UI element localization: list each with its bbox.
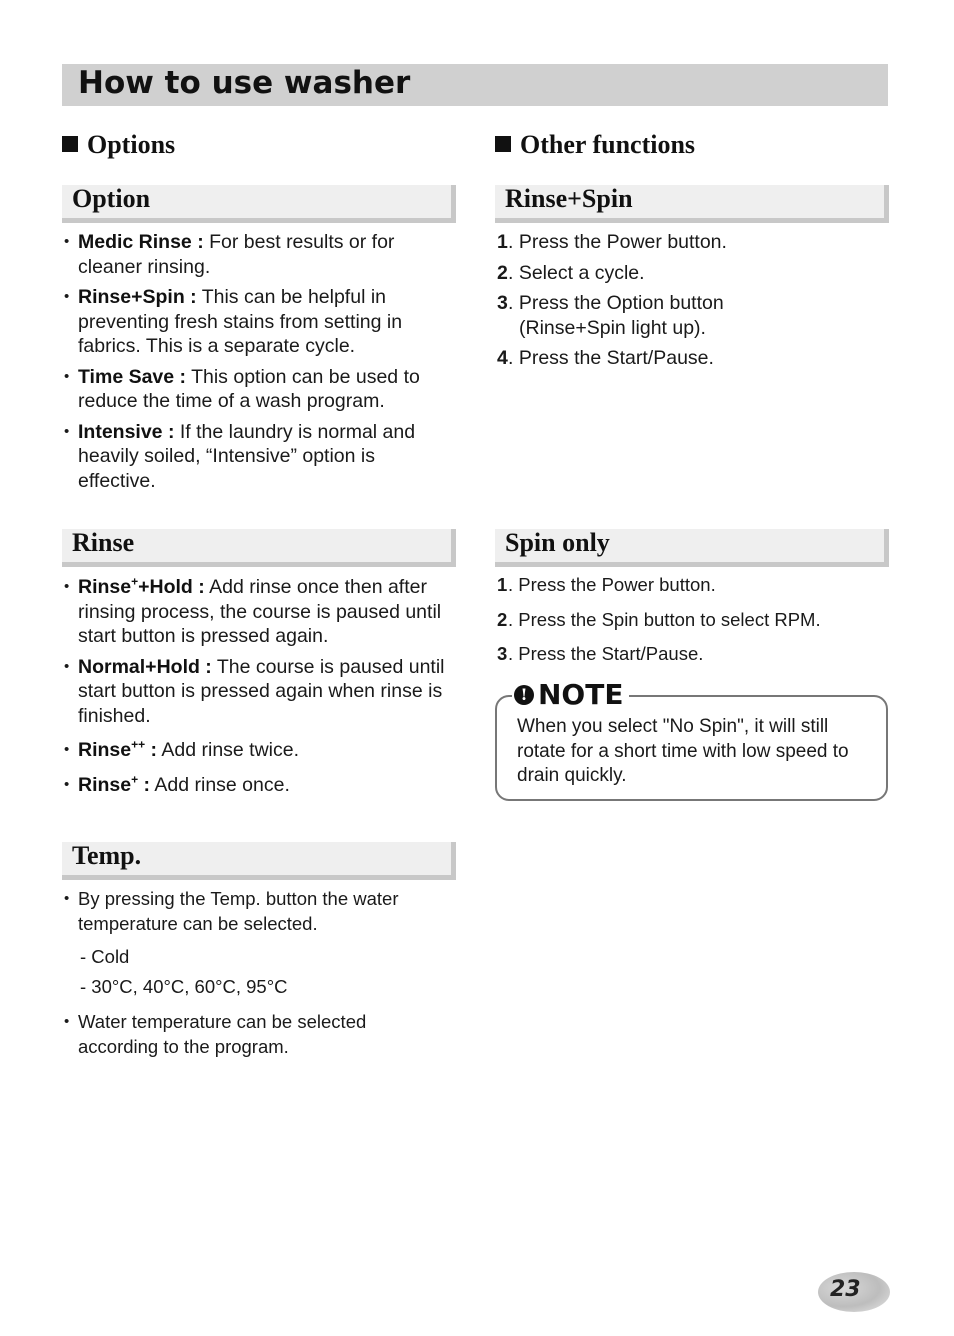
rinse-list-block <box>64 575 459 803</box>
spin-only-steps <box>497 573 882 667</box>
item-text: Add rinse once. <box>150 773 290 796</box>
list-item <box>64 1010 449 1059</box>
temp-list <box>64 887 449 936</box>
step-item: 3 . Press the Start/Pause. <box>497 643 704 664</box>
item-text: This can be helpful in preventing fresh stains from setting in fabrics. This is a separate cycle. <box>78 286 403 357</box>
list-item <box>64 887 449 936</box>
item-text: For best results or for cleaner rinsing. <box>78 231 395 278</box>
temp-intro: By pressing the Temp. button the water temperature can be selected. <box>78 888 399 934</box>
item-term: Rinse+ : <box>78 772 151 796</box>
note-label <box>512 678 629 712</box>
temp-outro: Water temperature can be selected according to the program. <box>78 1011 367 1057</box>
temp-subheading: Temp. <box>62 842 456 880</box>
item-term: Rinse++ : <box>78 737 158 761</box>
list-item <box>64 420 449 494</box>
item-term: Rinse+Spin : <box>78 286 197 308</box>
temp-block <box>64 887 449 1065</box>
step-item: 3 . Press the Option button (Rinse+Spin light up). <box>497 292 724 339</box>
options-heading-text: Options <box>87 130 176 159</box>
item-term: Medic Rinse : <box>78 231 204 253</box>
exclamation-icon: ! <box>514 685 534 705</box>
list-item <box>64 738 459 763</box>
item-text: Add rinse twice. <box>157 739 300 761</box>
item-term: Intensive : <box>78 420 175 443</box>
list-item <box>64 655 459 729</box>
item-text: The course is paused until start button is pressed again when rinse is finished. <box>78 655 445 727</box>
option-list <box>64 230 449 493</box>
item-text: If the laundry is normal and heavily soiled, “Intensive” option is effective. <box>78 420 416 492</box>
page-number: 23 <box>830 1277 861 1302</box>
spin-only-steps-block <box>497 573 882 667</box>
list-item <box>64 230 449 279</box>
step-item: 2 . Select a cycle. <box>497 261 645 284</box>
item-text: Add rinse once then after rinsing process, the course is paused until start button is pressed again. <box>78 576 442 647</box>
item-term: Time Save : <box>78 365 187 388</box>
page-number-badge <box>818 1272 890 1316</box>
step-item: 4 . Press the Start/Pause. <box>497 347 714 369</box>
page-title: How to use washer <box>62 64 888 106</box>
step-item: 1 . Press the Power button. <box>497 231 727 253</box>
temp-options <box>64 942 449 1002</box>
rinse-spin-steps <box>497 230 882 371</box>
other-functions-heading-text: Other functions <box>520 130 696 159</box>
rinse-list <box>64 575 459 797</box>
temp-option: - Cold <box>80 946 130 967</box>
rinse-subheading: Rinse <box>62 529 456 567</box>
item-text: This option can be used to reduce the time of a wash program. <box>78 365 420 412</box>
option-subheading: Option <box>62 185 456 223</box>
square-bullet-icon <box>62 136 78 152</box>
spin-only-subheading: Spin only <box>495 529 889 567</box>
item-term: Rinse++Hold : <box>78 574 205 598</box>
note-text: When you select "No Spin", it will still rotate for a short time with low speed to drain quickly. <box>517 716 849 786</box>
step-item: 2 . Press the Spin button to select RPM. <box>497 608 821 630</box>
list-item <box>64 773 459 798</box>
list-item <box>64 285 449 359</box>
list-item <box>64 365 449 414</box>
options-section-heading <box>62 130 175 160</box>
step-item: 1 . Press the Power button. <box>497 574 716 595</box>
rinse-spin-steps-block <box>497 230 882 371</box>
rinse-spin-subheading: Rinse+Spin <box>495 185 889 223</box>
temp-list-2 <box>64 1010 449 1059</box>
option-list-block <box>64 230 449 499</box>
square-bullet-icon <box>495 136 511 152</box>
other-functions-section-heading <box>495 130 695 160</box>
list-item <box>64 575 459 649</box>
note-label-text: NOTE <box>538 678 624 711</box>
temp-option: - 30°C, 40°C, 60°C, 95°C <box>80 976 288 997</box>
item-term: Normal+Hold : <box>78 655 212 678</box>
